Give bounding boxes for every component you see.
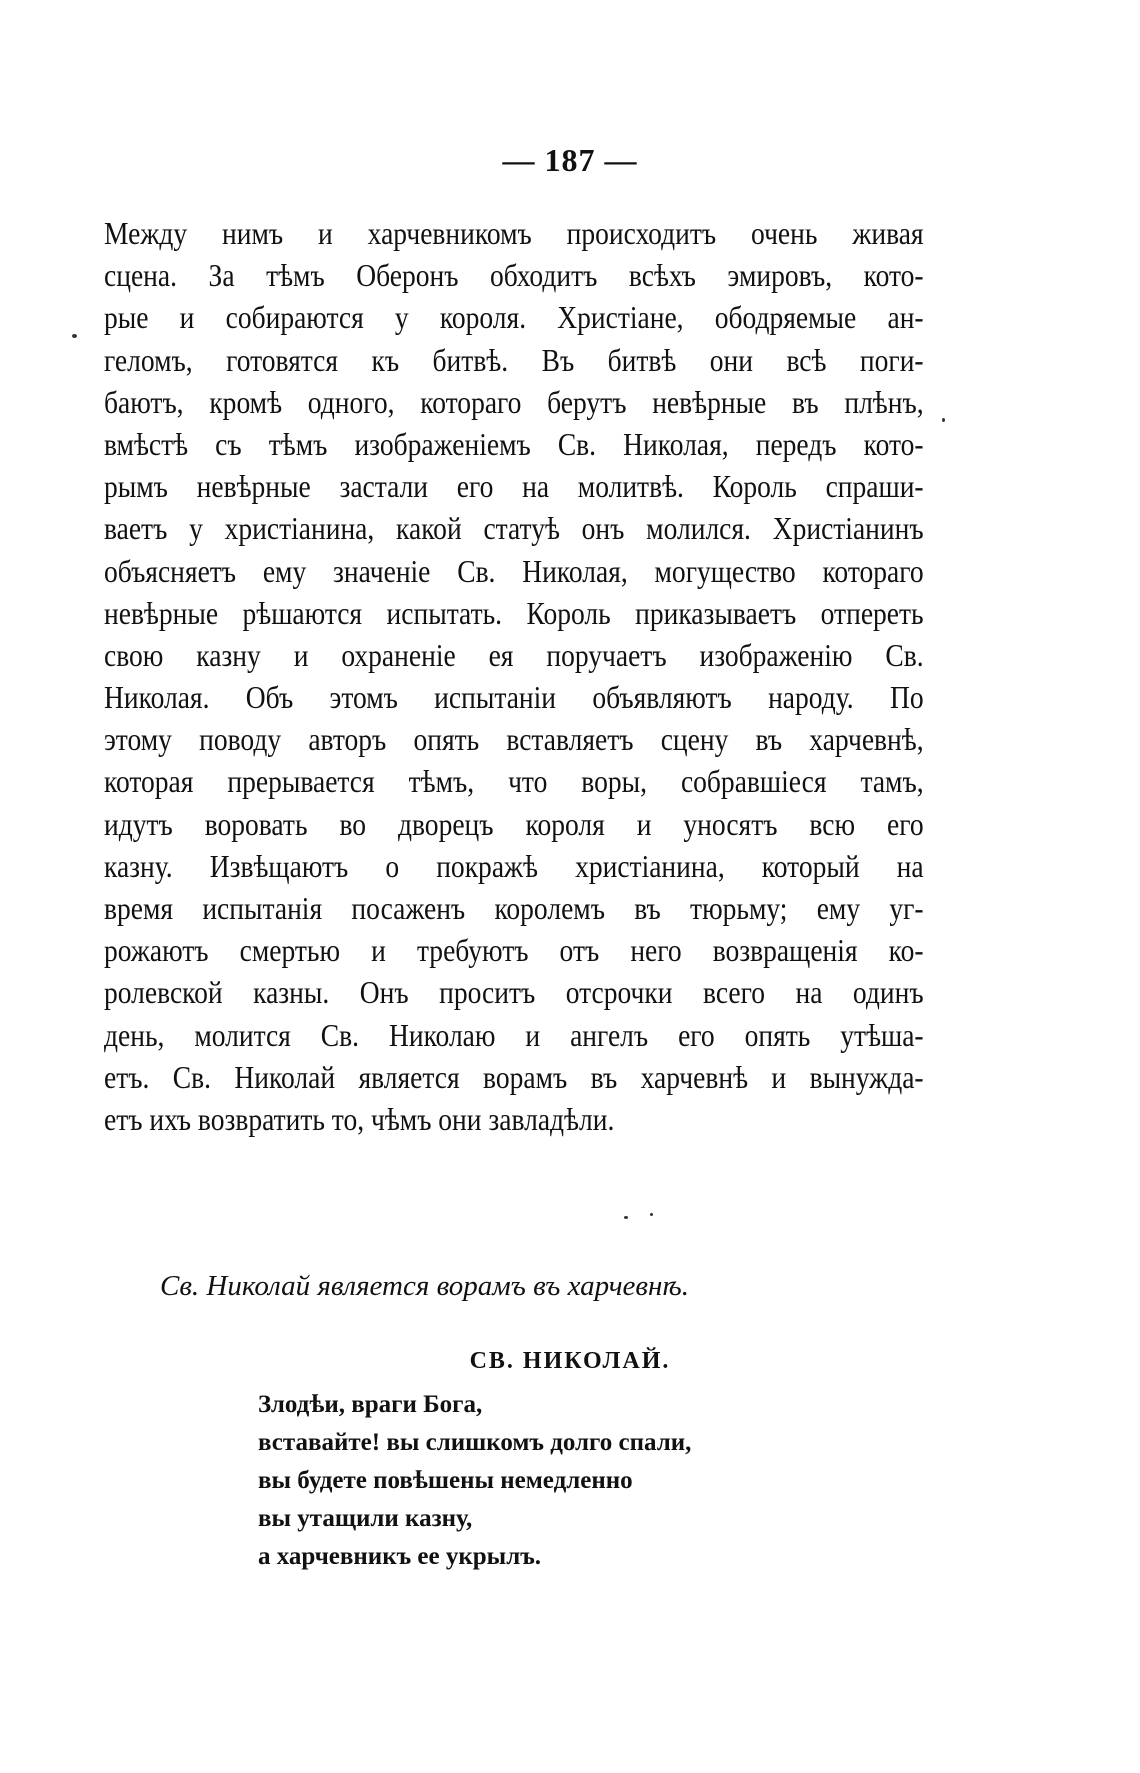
body-line: рые и собираются у короля. Христiане, ободряемые ан-	[104, 299, 924, 336]
verse-line: вставайте! вы слишкомъ долго спали,	[258, 1429, 692, 1456]
verse-line: вы утащили казну,	[258, 1505, 473, 1532]
body-line: объясняетъ ему значенiе Св. Николая, могущество котораго	[104, 552, 924, 589]
body-line: время испытанiя посаженъ королемъ въ тюрьму; ему уг-	[104, 890, 924, 926]
body-line: Между нимъ и харчевникомъ происходитъ очень живая	[104, 215, 924, 251]
verse-line: вы будете повѣшены немедленно	[258, 1467, 633, 1494]
body-line: ваетъ у христiанина, какой статуѣ онъ молился. Христiанинъ	[104, 510, 924, 547]
body-paragraph	[104, 212, 924, 1140]
body-line: невѣрные рѣшаются испытать. Король приказываетъ отпереть	[104, 594, 924, 631]
scan-speck	[650, 1213, 653, 1216]
page-number: — 187 —	[502, 142, 638, 178]
verse-line: Злодѣи, враги Бога,	[258, 1391, 483, 1418]
scan-speck	[624, 1216, 628, 1219]
body-line: казну. Извѣщаютъ о покражѣ христiанина, который на	[104, 847, 924, 884]
body-line: Николая. Объ этомъ испытанiи объявляютъ народу. По	[104, 679, 924, 716]
body-line: баютъ, кромѣ одного, котораго берутъ невѣрные въ плѣнъ,	[104, 383, 924, 420]
body-line: которая прерывается тѣмъ, что воры, собравшiеся тамъ,	[104, 763, 924, 800]
body-line: день, молится Св. Николаю и ангелъ его опять утѣша-	[104, 1016, 924, 1053]
speaker-name: СВ. НИКОЛАЙ.	[469, 1348, 671, 1374]
verse-block	[258, 1386, 691, 1576]
body-line: ролевской казны. Онъ проситъ отсрочки всего на одинъ	[104, 974, 924, 1011]
body-line: этому поводу авторъ опять вставляетъ сцену въ харчевнѣ,	[104, 721, 924, 758]
scan-speck	[942, 418, 945, 422]
scene-heading: Св. Николай является ворамъ въ харчевнѣ.	[160, 1270, 689, 1302]
body-line: вмѣстѣ съ тѣмъ изображенiемъ Св. Николая, передъ кото-	[104, 425, 924, 462]
body-line: сцена. За тѣмъ Оберонъ обходитъ всѣхъ эмировъ, кото-	[104, 257, 924, 294]
body-line: рожаютъ смертью и требуютъ отъ него возвращенiя ко-	[104, 932, 924, 969]
verse-line: а харчевникъ ее укрылъ.	[258, 1543, 542, 1570]
body-line: рымъ невѣрные застали его на молитвѣ. Король спраши-	[104, 468, 924, 505]
body-line: етъ ихъ возвратить то, чѣмъ они завладѣли.	[104, 1100, 615, 1137]
body-line: свою казну и охраненiе ея поручаетъ изображенiю Св.	[104, 636, 924, 673]
body-line: етъ. Св. Николай является ворамъ въ харчевнѣ и вынужда-	[104, 1058, 924, 1095]
body-line: идутъ воровать во дворецъ короля и уносятъ всю его	[104, 805, 924, 842]
scan-speck	[72, 334, 77, 338]
body-line: геломъ, готовятся къ битвѣ. Въ битвѣ они всѣ поги-	[104, 341, 924, 378]
